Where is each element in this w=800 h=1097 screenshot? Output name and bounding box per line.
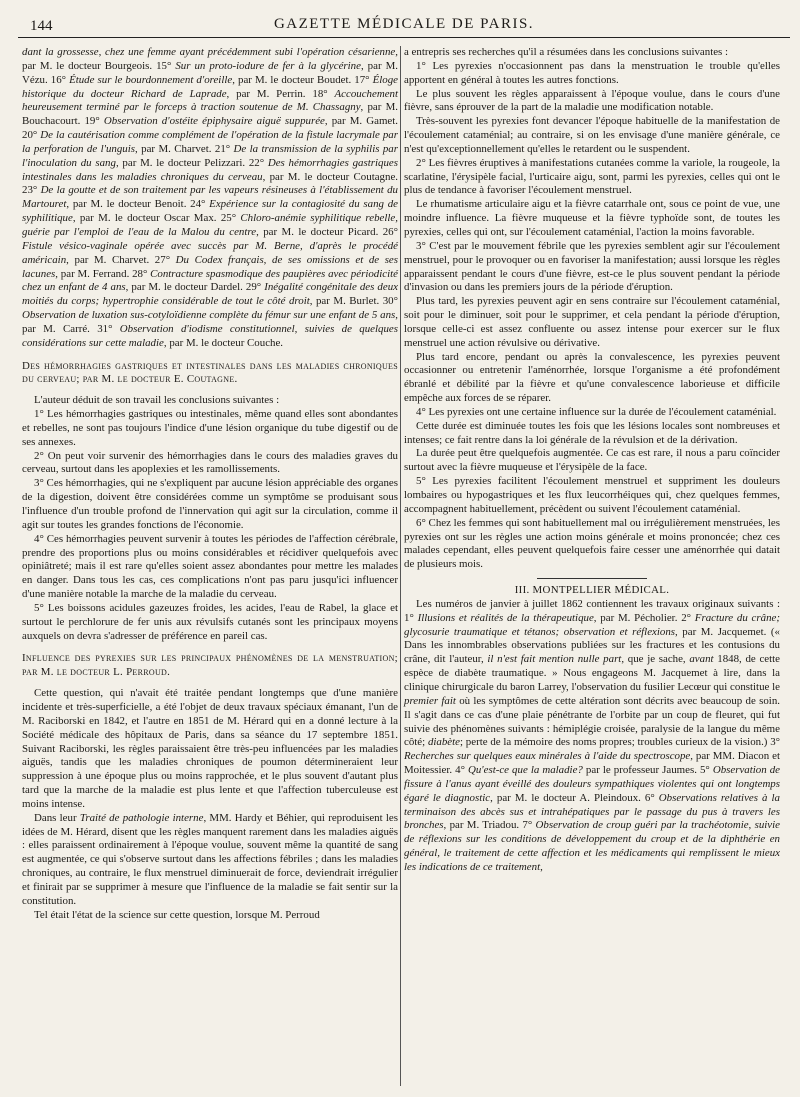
italic-text: Observation d'ostéite épiphysaire aiguë suppurée bbox=[103, 115, 325, 128]
text-run: , par M. Triadou. 7° bbox=[443, 819, 536, 832]
italic-text: premier fait bbox=[404, 694, 456, 707]
paragraph: 2° On peut voir survenir des hémorrhagies dans le cours des maladies graves du cerveau, surtout dans les apoplexies et les ramollissements. bbox=[22, 449, 398, 476]
text-run: , par M. Charvet. 21° bbox=[135, 142, 234, 155]
column-divider bbox=[400, 46, 401, 1086]
paragraph: 2° Les fièvres éruptives à manifestations cutanées comme la variole, la rougeole, la scarlatine, l'érysipèle facial, l'urticaire aigu, sont, parmi les pyrexies, celles qui ont le plus de tendance à favoriser l'écoulement menstruel. bbox=[404, 156, 780, 197]
text-run: , par M. le docteur Pelizzari. 22° bbox=[115, 156, 268, 169]
text-run: , MM. Hardy et Béhier, qui reproduisent les idées de M. Hérard, disent que les règles manquent rarement dans les maladies aiguës : elles paraissent ordinairement à l'époque voulue, souvent même la quantité de sang est augmentée, ce qui s'observe surtout dans les affections fébriles ; dans les maladies chroniques, au contraire, le flux menstruel diminuerait de force, deviendrait irrégulier et finirait par se supprimer à mesure que l'influence de la maladie se fait sentir sur la constitution. bbox=[22, 811, 399, 907]
paragraph: 5° Les boissons acidules gazeuzes froides, les acides, l'eau de Rabel, la glace et surtout le perchlorure de fer unis aux révulsifs cutanés sont les principaux moyens auxquels on devra s'adresser de préférence en pareil cas. bbox=[22, 601, 398, 642]
text-run: , par M. Charvet. 27° bbox=[66, 253, 176, 266]
text-run: par le professeur Jaumes. 5° bbox=[582, 764, 713, 777]
paragraph: 1° Les pyrexies n'occasionnent pas dans la menstruation le trouble qu'elles apportent en général à toutes les autres fonctions. bbox=[404, 59, 780, 86]
italic-text: De la cautérisation comme complément de l'opération de la fistule lacrymale par la perforation de l'unguis bbox=[22, 129, 398, 155]
section-heading: III. MONTPELLIER MÉDICAL. bbox=[514, 584, 670, 597]
italic-text: diabète bbox=[427, 736, 460, 749]
page-header bbox=[18, 8, 790, 38]
section-heading: Des hémorrhagies gastriques et intestinales dans les maladies chroniques du cerveau; par M. le docteur E. Coutagne. bbox=[22, 359, 398, 386]
text-run: , par M. Bouchacourt. 19° bbox=[22, 101, 398, 128]
italic-text: Éloge historique du docteur Richard de Laprade bbox=[22, 73, 398, 100]
paragraph: Cette durée est diminuée toutes les fois que les lésions locales sont nombreuses et intenses; ce fait rentre dans la loi générale de la révulsion et de la dérivation. bbox=[404, 419, 780, 446]
paragraph: 4° Les pyrexies ont une certaine influence sur la durée de l'écoulement cataménial. bbox=[416, 405, 777, 418]
paragraph: Le plus souvent les règles apparaissent à l'époque voulue, dans le cours d'une fièvre, sans éprouver de la part de la maladie une modification notable. bbox=[404, 87, 780, 114]
text-run: , par M. Jacquemet. (« Dans les innombrables observations publiées sur les fractures et les contusions du crâne, dit l'auteur, bbox=[404, 625, 780, 666]
paragraph bbox=[404, 598, 780, 875]
italic-text: avant bbox=[689, 653, 714, 666]
text-run: , par M. le docteur Picard. 26° bbox=[256, 225, 398, 238]
italic-text: Chloro-anémie syphilitique rebelle, guérie par l'emploi de l'eau de la Malou du centre bbox=[22, 212, 398, 238]
right-column bbox=[404, 46, 780, 875]
text-run: ; perte de la mémoire des noms propres; troubles curieux de la vision.) 3° bbox=[460, 736, 781, 749]
italic-text: Illusions et réalités de la thérapeutique bbox=[417, 611, 594, 624]
paragraph: Plus tard, les pyrexies peuvent agir en sens contraire sur l'écoulement cataménial, soit pour le diminuer, soit pour le supprimer, et cela pendant la période d'éruption, lorsque celle-ci est assez confluente ou assez intense pour exercer sur le flux menstruel une action révulsive ou dérivative. bbox=[404, 295, 780, 349]
italic-text: Inégalité congénitale des deux moitiés du corps; hypertrophie considérable de tout le côté droit bbox=[22, 281, 398, 308]
italic-text: De la goutte et de son traitement par les vapeurs résineuses à l'établissement du Martouret bbox=[22, 184, 399, 211]
text-run: , que je sache, bbox=[621, 653, 690, 666]
text-run: , par M. le docteur Dardel. 29° bbox=[125, 281, 265, 294]
italic-text: il n'est fait mention nulle part bbox=[487, 653, 622, 666]
text-run: , par M. le docteur Boudet. 17° bbox=[232, 73, 373, 86]
italic-text: Du Codex français, de ses omissions et de ses lacunes bbox=[22, 253, 399, 280]
paragraph: La durée peut être quelquefois augmentée. Ce cas est rare, il nous a paru coïncider surtout avec la fièvre muqueuse et l'érysipèle de la face. bbox=[404, 447, 780, 474]
paragraph: Le rhumatisme articulaire aigu et la fièvre catarrhale ont, sous ce point de vue, une moindre influence. La fièvre muqueuse et la fièvre typhoïde sont, de toutes les pyrexies, celles qui ont, sur l'écoulement cataménial, l'action la moins favorable. bbox=[404, 198, 780, 238]
paragraph bbox=[22, 46, 398, 351]
italic-text: Qu'est-ce que la maladie? bbox=[467, 764, 583, 777]
italic-text: Observation d'iodisme constitutionnel, suivies de quelques considérations sur cette maladie bbox=[22, 322, 398, 349]
paragraph: Très-souvent les pyrexies font devancer l'époque habituelle de la manifestation de l'écoulement cataménial; au contraire, si on les envisage d'une manière générale, ce n'est qu'exceptionnellement qu'elles le retardent ou le suspendent. bbox=[404, 115, 780, 155]
paragraph: 1° Les hémorrhagies gastriques ou intestinales, même quand elles sont abondantes et rebelles, ne sont pas toujours l'indice d'une lésion organique du tube digestif ou de ses annexes. bbox=[22, 408, 398, 448]
text-run: , par M. le docteur Couche. bbox=[163, 336, 284, 349]
paragraph bbox=[22, 812, 398, 909]
paragraph: Plus tard encore, pendant ou après la convalescence, les pyrexies peuvent occasionner ou entretenir l'aménorrhée, lorsque l'organisme a été profondément ébranlé et débilité par la fièvre et qu'une convalescence laborieuse et difficile empêche aux forces de se réparer. bbox=[404, 350, 780, 405]
text-run: , par M. le docteur Bourgeois. 15° bbox=[22, 46, 398, 72]
text-run: , par MM. Diacon et Moitessier. 4° bbox=[404, 750, 780, 777]
section-heading: Influence des pyrexies sur les principaux phénomènes de la menstruation; par M. le docteur L. Perroud. bbox=[22, 652, 398, 679]
italic-text: Observation de fissure à l'anus ayant éveillé des douleurs sympathiques violentes qui ont longtemps égaré le diagnostic bbox=[404, 764, 780, 804]
paragraph: 3° C'est par le mouvement fébrile que les pyrexies semblent agir sur l'écoulement menstruel, pour le provoquer ou en favoriser la manifestation; aussi lorsque les règles apparaissent pendant le cours d'une fièvre, est-ce le plus souvent pendant la période d'invasion ou dans les premiers jours de la période d'éruption. bbox=[404, 239, 780, 294]
paragraph: Tel était l'état de la science sur cette question, lorsque M. Perroud bbox=[34, 908, 320, 921]
text-run: , par M. Ferrand. 28° bbox=[55, 267, 151, 280]
text-run: , par M. le docteur Coutagne. 23° bbox=[22, 170, 398, 197]
italic-text: Fracture du crâne; glycosurie traumatique et tétanos; observation et réflexions bbox=[404, 611, 780, 638]
text-run: Les numéros de janvier à juillet 1862 contiennent les travaux originaux suivants : 1° bbox=[404, 597, 780, 624]
paragraph: 4° Ces hémorrhagies peuvent survenir à toutes les périodes de l'affection cérébrale, prendre des proportions plus ou moins considérables et récidiver quelquefois avec opiniâtreté; mais il est rare qu'elles soient assez abondantes pour mettre les malades en danger. Dans tous les cas, ces complications n'ont pas paru jusqu'ici influencer d'une manière notable la marche de la maladie du cerveau. bbox=[22, 532, 398, 601]
paragraph: L'auteur déduit de son travail les conclusions suivantes : bbox=[34, 394, 280, 407]
italic-text: Observation de luxation sus-cotyloïdienne complète du fémur sur une enfant de 5 ans bbox=[22, 309, 396, 322]
text-run: , par M. Carré. 31° bbox=[22, 309, 398, 335]
italic-text: Accouchement heureusement terminé par le forceps à traction soutenue de M. Chassagny bbox=[22, 87, 399, 114]
italic-text: Fistule vésico-vaginale opérée avec succès par M. Berne, d'après le procédé américain bbox=[22, 239, 398, 266]
italic-text: Traité de pathologie interne bbox=[79, 811, 204, 824]
paragraph: 3° Ces hémorrhagies, qui ne s'expliquent par aucune lésion appréciable des organes de la digestion, doivent être considérées comme un symptôme se produisant sous l'influence d'un trouble profond de l'innervation qui agit sur la circulation, comme il agit sur toutes les grandes fonctions de l'économie. bbox=[22, 477, 398, 531]
paragraph: 5° Les pyrexies facilitent l'écoulement menstruel et suppriment les douleurs lombaires ou hypogastriques et les flux leucorrhéiques qui, chez quelques femmes, accompagnent habituellement, précèdent ou suivent l'écoulement cataménial. bbox=[404, 475, 780, 515]
italic-text: Sur un proto-iodure de fer à la glycérine bbox=[175, 59, 361, 72]
italic-text: Observations relatives à la terminaison des abcès sus et intrahépatiques par le passage du pus à travers les bronches bbox=[404, 791, 781, 832]
text-run: , bbox=[540, 860, 543, 873]
text-run: , par M. le docteur A. Pleindoux. 6° bbox=[490, 791, 659, 804]
text-run: 1848, de cette espèce de diabète traumatique. » Nous engageons M. Jacquemet à lire, dans la clinique chirurgicale du baron Larrey, l'observation du fusilier Lecœur qui constitue le bbox=[404, 653, 780, 693]
paragraph: a entrepris ses recherches qu'il a résumées dans les conclusions suivantes : bbox=[404, 46, 729, 58]
text-run: , par M. Burlet. 30° bbox=[309, 295, 398, 308]
paragraph: 6° Chez les femmes qui sont habituellement mal ou irrégulièrement menstruées, les pyrexies ont sur les règles une action moins générale et moins prononcée; chez ces malades cependant, elles peuvent quelquefois faire cesser une aménorrhée qui datait de plusieurs mois. bbox=[404, 516, 780, 571]
italic-text: Expérience sur la contagiosité du sang de syphilitique bbox=[22, 198, 399, 225]
italic-text: Étude sur le bourdonnement d'oreille bbox=[69, 73, 233, 86]
section-rule bbox=[537, 578, 647, 579]
italic-text: De la transmission de la syphilis par l'inoculation du sang bbox=[22, 142, 398, 169]
text-run: , par M. Vézu. 16° bbox=[22, 59, 398, 86]
text-run: , par M. Perrin. 18° bbox=[226, 87, 335, 100]
text-run: Dans leur bbox=[34, 811, 80, 824]
paragraph: Cette question, qui n'avait été traitée pendant longtemps que d'une manière incidente et très-superficielle, a été l'objet de deux travaux spéciaux émanant, l'un de M. Raciborski en 1842, et l'autre en 1851 de M. Hérard qui en a donné lecture à la Société médicale des hôpitaux de Paris, dans sa séance du 17 septembre 1851. Suivant Raciborski, les règles paraissaient être très-peu influencées par les maladies aiguës, tandis que les maladies chroniques de poumon détermineraient leur suppression à une époque plus ou moins rapprochée, et le plus souvent d'autant plus tard que la marche de la maladie est plus lente et que l'affection tuberculeuse est moins intense. bbox=[22, 687, 398, 810]
italic-text: Contracture spasmodique des paupières avec périodicité chez un enfant de 4 ans bbox=[22, 267, 398, 294]
italic-text: Recherches sur quelques eaux minérales à l'aide du spectroscope bbox=[404, 750, 691, 763]
italic-text: Observation de croup guéri par la trachéotomie, suivie de réflexions sur les conditions de développement du croup et de la diphthérie en général, le traitement de cette affection et les médicaments qui remplissent le mieux les indications de ce traitement bbox=[404, 819, 780, 873]
italic-text: Des hémorrhagies gastriques intestinales dans les maladies chroniques du cerveau bbox=[22, 156, 398, 183]
text-run: où les symptômes de cette altération sont décrits avec beaucoup de soin. Il s'agit dans ce cas d'une plaie pénétrante de l'orbite par un coup de fleuret, qui fut suivie des phénomènes suivants : hémiplégie croisée, paralysie de la langue du même côté; bbox=[404, 694, 781, 749]
text-run: , par M. le docteur Oscar Max. 25° bbox=[72, 212, 241, 225]
text-run: , par M. Gamet. 20° bbox=[22, 115, 398, 142]
left-column bbox=[22, 46, 398, 922]
text-run: , par M. le docteur Benoit. 24° bbox=[66, 198, 210, 211]
journal-title: GAZETTE MÉDICALE DE PARIS. bbox=[273, 16, 535, 32]
text-run: , par M. Pécholier. 2° bbox=[593, 611, 695, 624]
italic-text: dant la grossesse, chez une femme ayant précédemment subi l'opération césarienne bbox=[22, 46, 396, 58]
page-number: 144 bbox=[30, 18, 53, 34]
